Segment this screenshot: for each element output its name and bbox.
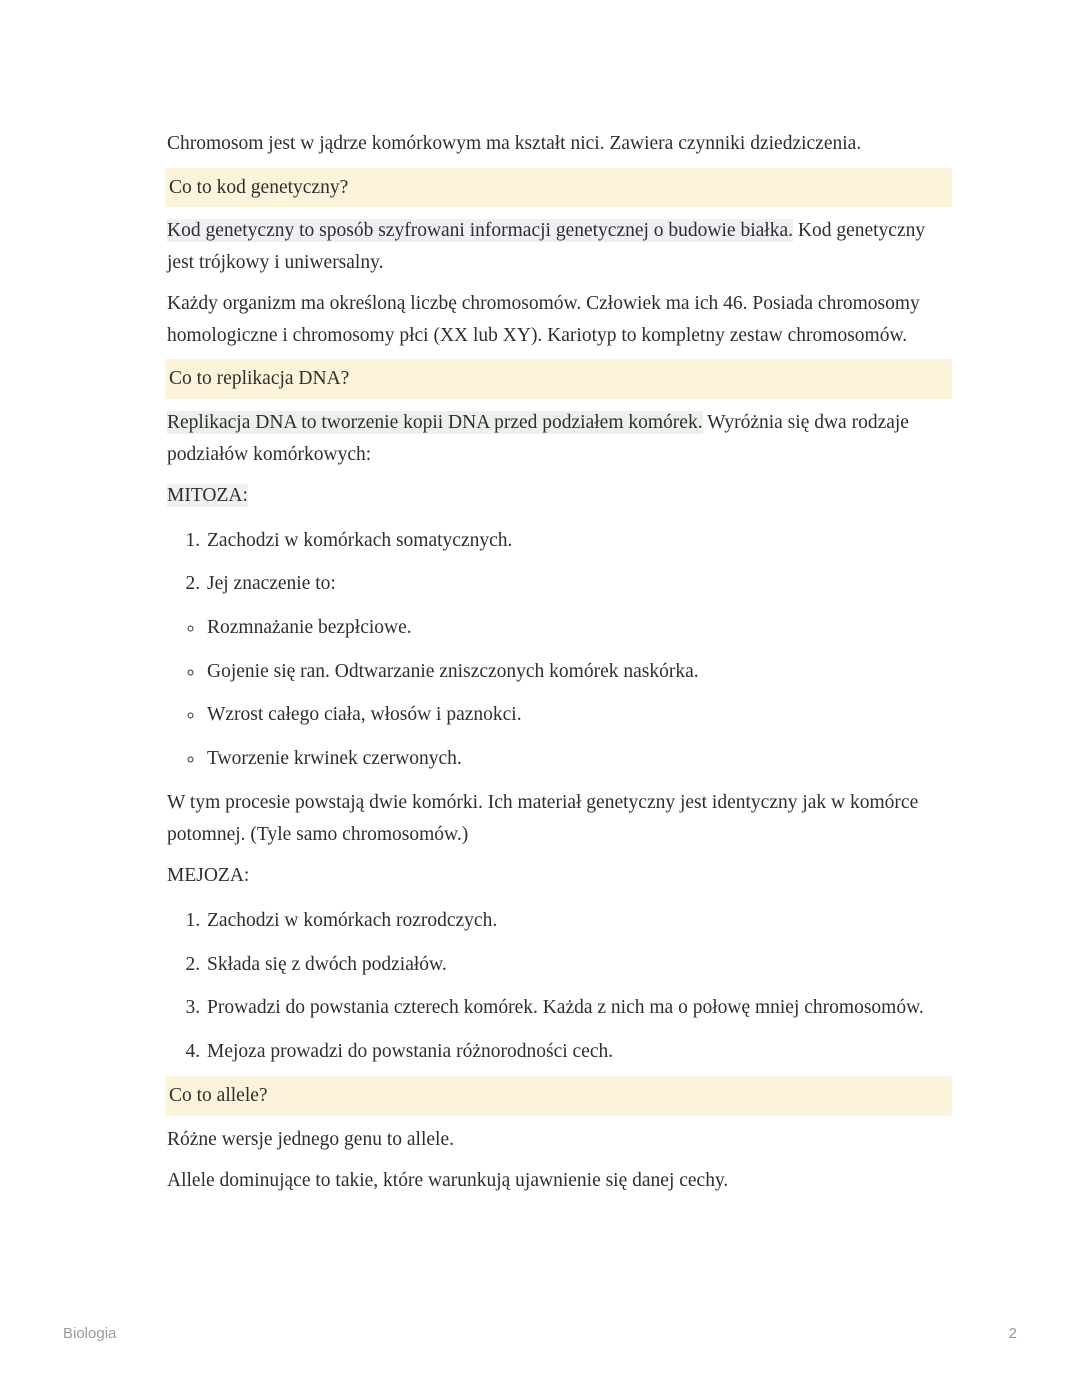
mitoza-numbered-list [165, 522, 952, 603]
mejoza-numbered-list [165, 902, 952, 1070]
list-item: ◦ Rozmnażanie bezpłciowe. [205, 609, 952, 647]
paragraph-replikacja-dna [165, 403, 952, 474]
footer-subject-label: Biologia [63, 1325, 117, 1342]
paragraph-chromosom: Chromosom jest w jądrze komórkowym ma kształt nici. Zawiera czynniki dziedziczenia. [167, 133, 862, 154]
list-item: 1. Zachodzi w komórkach somatycznych. [205, 522, 952, 560]
page-footer [63, 1325, 1017, 1342]
list-item: ◦ Gojenie się ran. Odtwarzanie zniszczonych komórek naskórka. [205, 653, 952, 691]
paragraph-organizm-chromosomy: Każdy organizm ma określoną liczbę chromosomów. Człowiek ma ich 46. Posiada chromosomy homologiczne i chromosomy płci (XX lub XY). Kariotyp to kompletny zestaw chromosomów. [167, 293, 920, 346]
question-heading-allele: Co to allele? [165, 1076, 952, 1116]
list-item: ◦ Tworzenie krwinek czerwonych. [205, 740, 952, 778]
list-item: ◦ Wzrost całego ciała, włosów i paznokci. [205, 696, 952, 734]
mitoza-label-text: MITOZA: [167, 485, 248, 507]
list-item: 2. Jej znaczenie to: [205, 565, 952, 603]
highlighted-sentence-kod: Kod genetyczny to sposób szyfrowani informacji genetycznej o budowie białka. [167, 220, 793, 242]
footer-page-number: 2 [1008, 1325, 1017, 1342]
highlighted-sentence-replikacja: Replikacja DNA to tworzenie kopii DNA przed podziałem komórek. [167, 412, 703, 434]
list-item: 3. Prowadzi do powstania czterech komórek. Każda z nich ma o połowę mniej chromosomów. [205, 989, 952, 1027]
question-heading-replikacja-dna: Co to replikacja DNA? [165, 359, 952, 399]
label-mitoza [165, 476, 952, 516]
question-heading-kod-genetyczny: Co to kod genetyczny? [165, 168, 952, 208]
mitoza-bullet-list [165, 609, 952, 777]
paragraph-kod-genetyczny [165, 211, 952, 282]
list-item: 1. Zachodzi w komórkach rozrodczych. [205, 902, 952, 940]
sentence-replikacja-rest: Wyróżnia się dwa rodzaje podziałów komórkowych: [167, 412, 909, 465]
paragraph-allele-2: Allele dominujące to takie, które warunkują ujawnienie się danej cechy. [167, 1170, 729, 1192]
label-mejoza: MEJOZA: [167, 865, 250, 887]
sentence-kod-rest: Kod genetyczny jest trójkowy i uniwersalny. [167, 220, 926, 273]
list-item: 2. Składa się z dwóch podziałów. [205, 946, 952, 984]
paragraph-mitoza-summary: W tym procesie powstają dwie komórki. Ich materiał genetyczny jest identyczny jak w komórce potomnej. (Tyle samo chromosomów.) [167, 792, 919, 845]
paragraph-allele-1: Różne wersje jednego genu to allele. [167, 1128, 454, 1150]
list-item: 4. Mejoza prowadzi do powstania różnorodności cech. [205, 1033, 952, 1071]
